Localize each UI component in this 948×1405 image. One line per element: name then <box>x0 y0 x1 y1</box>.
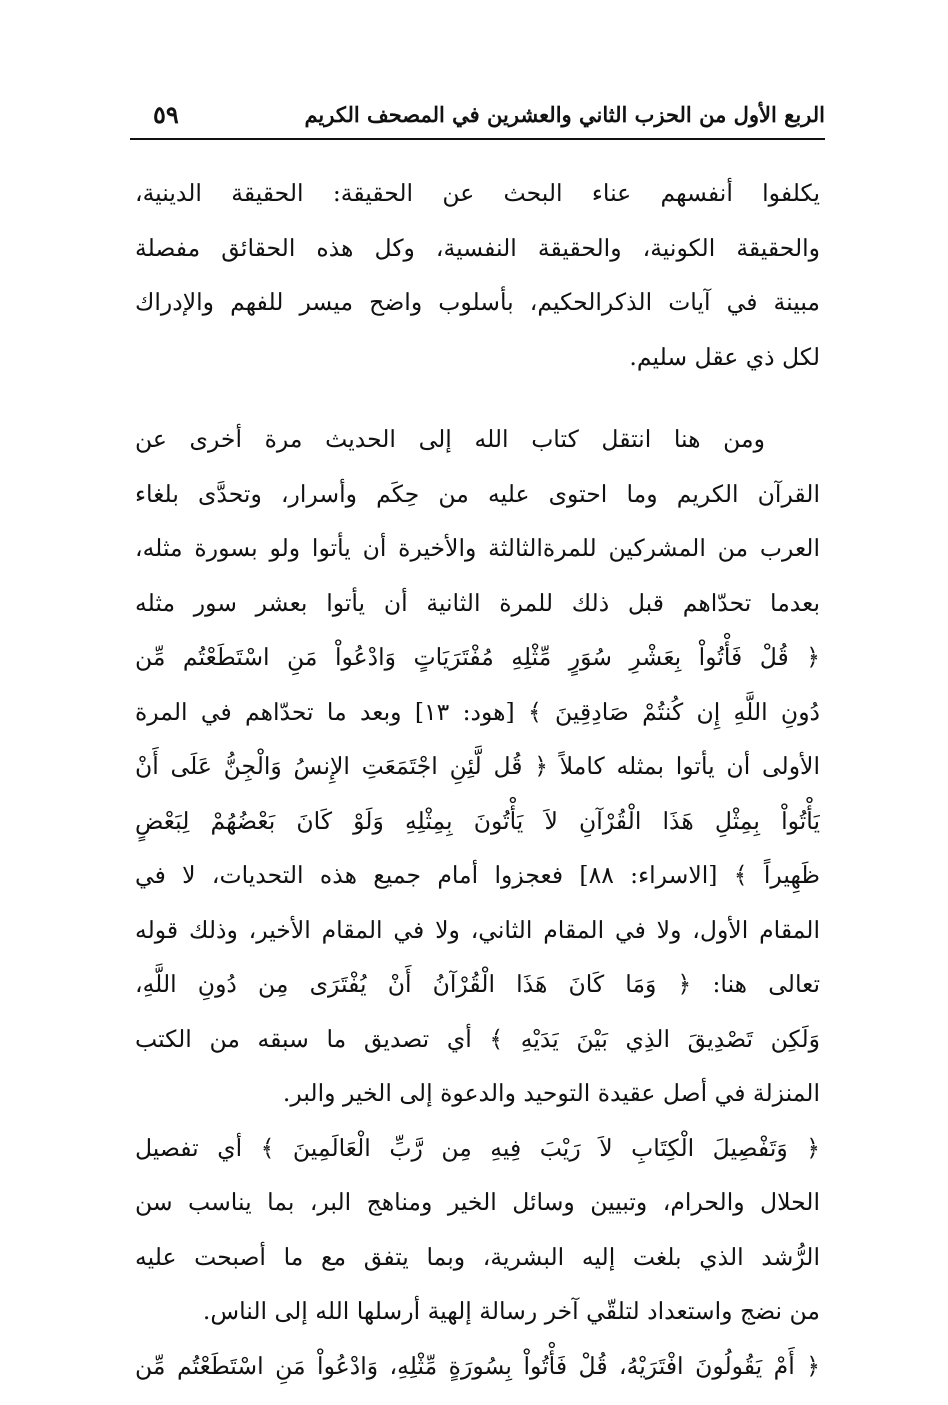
running-title: الربع الأول من الحزب الثاني والعشرين في المصحف الكريم <box>304 102 825 127</box>
quran-verse-line: يَأْتُواْ بِمِثْلِ هَذَا الْقُرْآنِ لاَ يَأْتُونَ بِمِثْلِهِ وَلَوْ كَانَ بَعْضُهُمْ لِبَعْضٍ <box>135 806 820 835</box>
text-line: دُونِ اللَّهِ إِن كُنتُمْ صَادِقِينَ ﴾ [هود: ١٣] وبعد ما تحدّاهم في المرة <box>135 697 820 726</box>
text-line: الأولى أن يأتوا بمثله كاملاً ﴿ قُل لَّئِنِ اجْتَمَعَتِ الإِنسُ وَالْجِنُّ عَلَى أَنْ <box>135 752 820 780</box>
text-line: بعدما تحدّاهم قبل ذلك للمرة الثانية أن يأتوا بعشر سور مثله <box>135 588 820 617</box>
text-line: والحقيقة الكونية، والحقيقة النفسية، وكل هذه الحقائق مفصلة <box>135 233 820 262</box>
body-text <box>135 166 820 1393</box>
text-line: من نضج واستعداد لتلقّي آخر رسالة إلهية أرسلها الله إلى الناس. <box>202 1297 820 1325</box>
quran-verse-line: ﴿ أَمْ يَقُولُونَ افْتَرَيْهُ، قُلْ فَأْتُواْ بِسُورَةٍ مِّثْلِهِ، وَادْعُواْ مَنِ اسْتَطَعْتُم مِّن <box>135 1351 820 1380</box>
paragraph-2 <box>135 412 820 1393</box>
text-line: العرب من المشركين للمرةالثالثة والأخيرة أن يأتوا ولو بسورة مثله، <box>135 534 820 562</box>
header-divider <box>130 138 825 140</box>
page-number: ٥٩ <box>153 100 179 129</box>
text-line: الرُّشد الذي بلغت إليه البشرية، وبما يتفق مع ما أصبحت عليه <box>135 1242 820 1271</box>
page-header <box>135 100 825 136</box>
quran-verse-line: ﴿ قُلْ فَأْتُواْ بِعَشْرِ سُوَرٍ مِّثْلِهِ مُفْتَرَيَاتٍ وَادْعُواْ مَنِ اسْتَطَعْتُم مِّن <box>135 643 820 671</box>
text-line: المنزلة في أصل عقيدة التوحيد والدعوة إلى الخير والبر. <box>282 1079 820 1107</box>
text-line: وَلَكِن تَصْدِيقَ الذِي بَيْنَ يَدَيْهِ ﴾ أي تصديق ما سبقه من الكتب <box>135 1024 820 1053</box>
paragraph-gap <box>135 384 820 412</box>
text-line: الحلال والحرام، وتبيين وسائل الخير ومناهج البر، بما يناسب سن <box>135 1188 820 1216</box>
paragraph-1 <box>135 166 820 384</box>
text-line: ظَهِيراً ﴾ [الاسراء: ٨٨] فعجزوا أمام جميع هذه التحديات، لا في <box>135 861 820 889</box>
text-line: لكل ذي عقل سليم. <box>629 342 820 371</box>
text-line: ومن هنا انتقل كتاب الله إلى الحديث مرة أخرى عن <box>135 425 765 453</box>
text-line: مبينة في آيات الذكرالحكيم، بأسلوب واضح ميسر للفهم والإدراك <box>135 288 820 316</box>
text-line: المقام الأول، ولا في المقام الثاني، ولا في المقام الأخير، وذلك قوله <box>135 915 820 944</box>
text-line: القرآن الكريم وما احتوى عليه من حِكَم وأسرار، وتحدَّى بلغاء <box>135 479 820 508</box>
quran-verse-line: ﴿ وَتَفْصِيلَ الْكِتَابِ لاَ رَيْبَ فِيهِ مِن رَّبِّ الْعَالَمِينَ ﴾ أي تفصيل <box>135 1133 820 1162</box>
text-line: تعالى هنا: ﴿ وَمَا كَانَ هَذَا الْقُرْآنُ أَنْ يُفْتَرَى مِن دُونِ اللَّهِ، <box>135 970 820 998</box>
text-line: يكلفوا أنفسهم عناء البحث عن الحقيقة: الحقيقة الدينية، <box>135 179 820 207</box>
